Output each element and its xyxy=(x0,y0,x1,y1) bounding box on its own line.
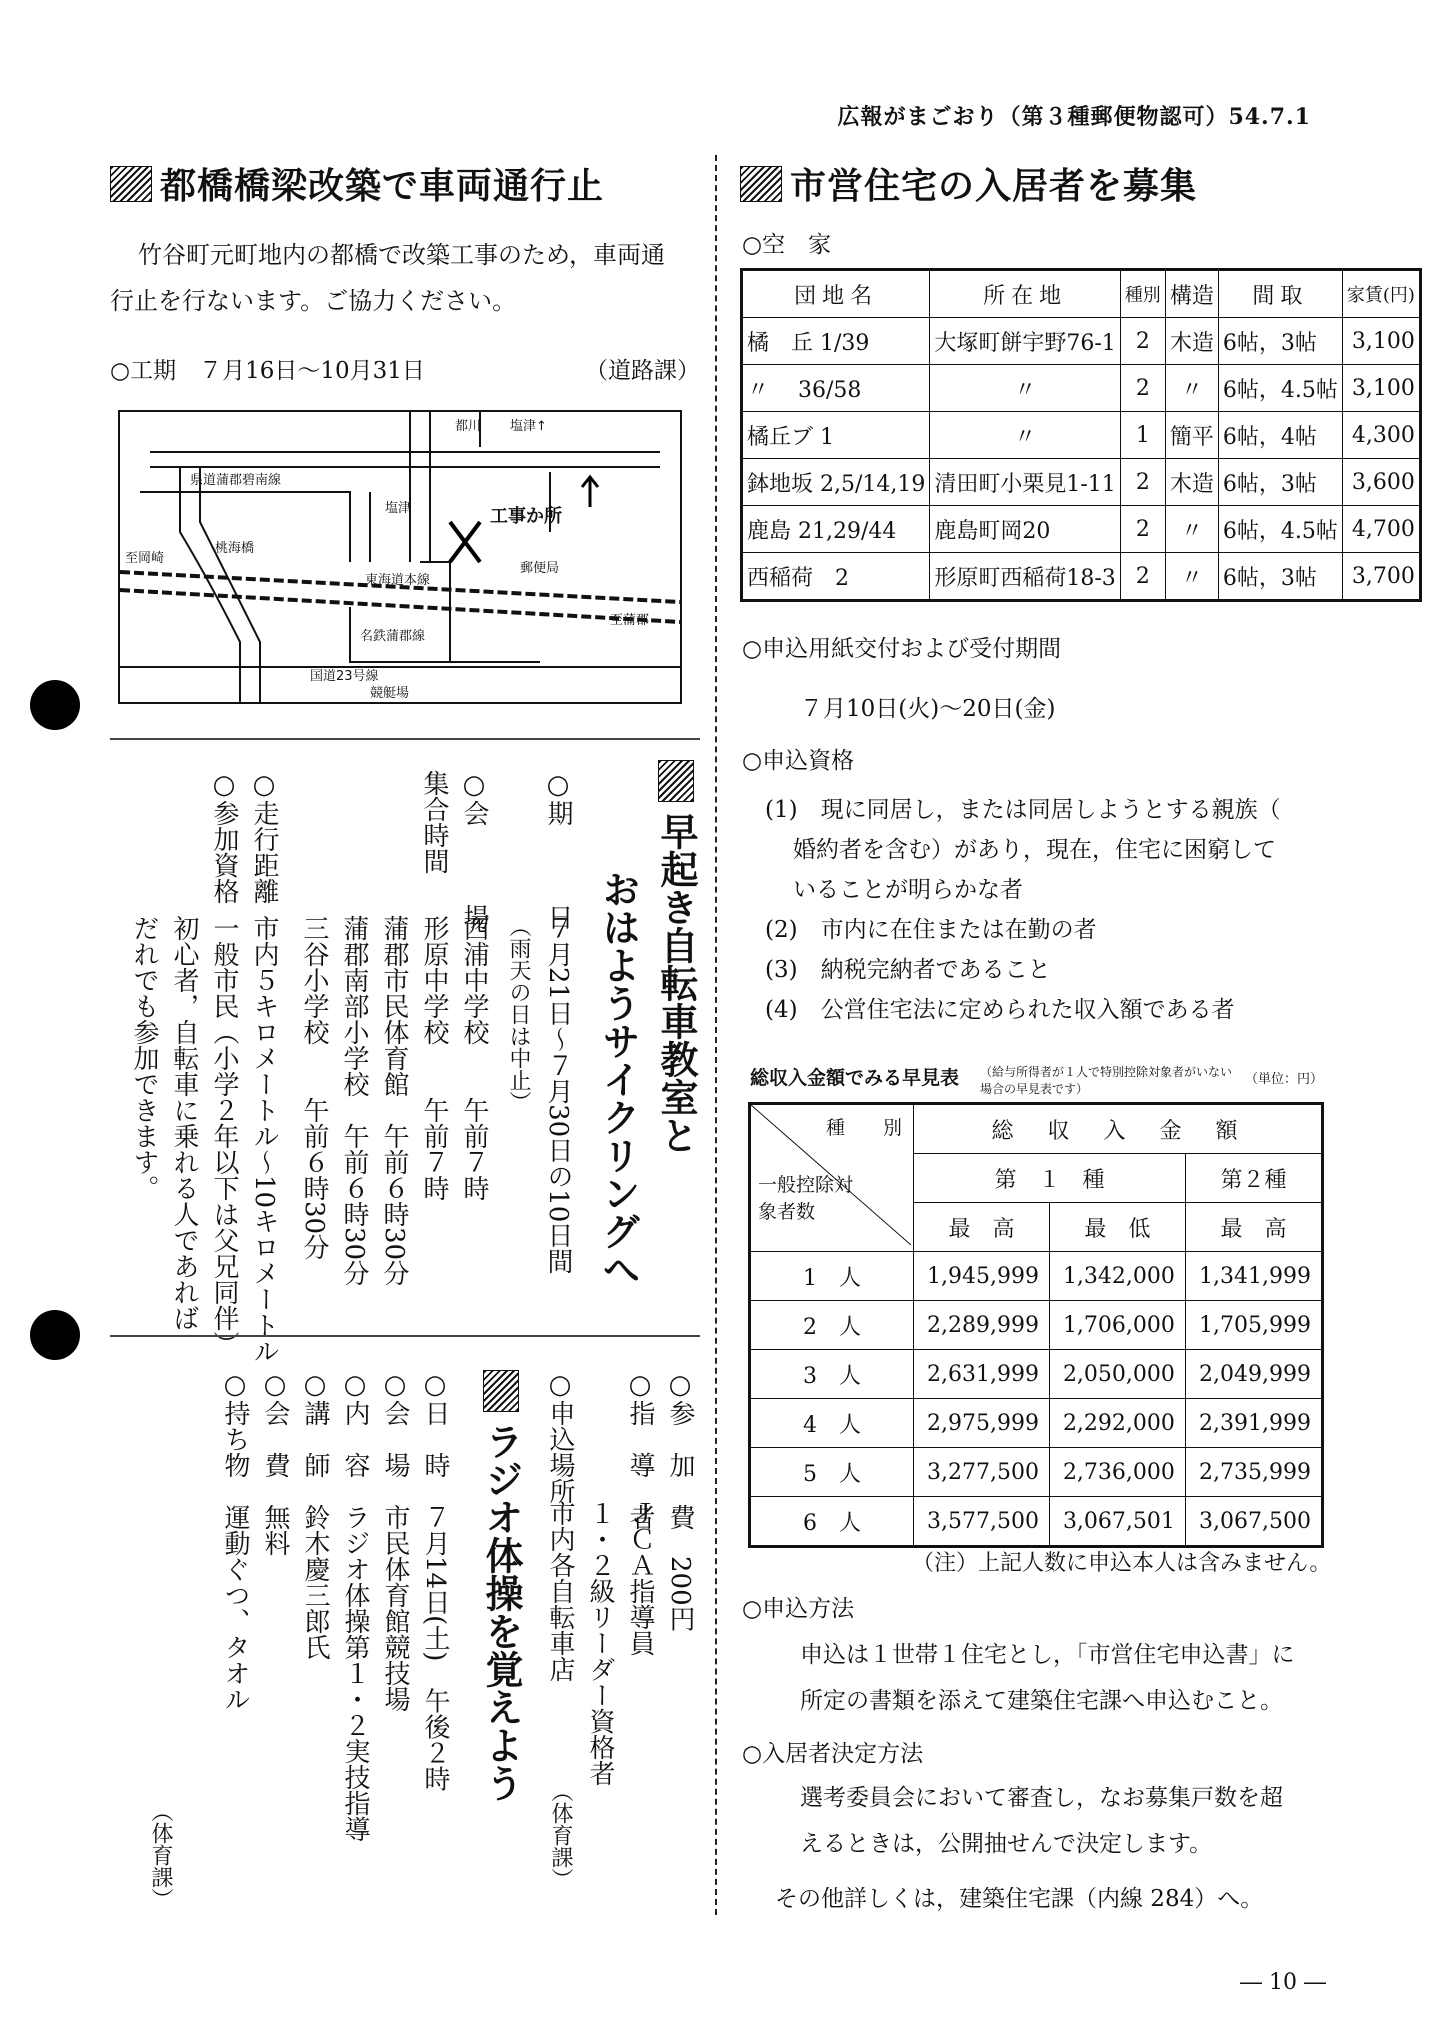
cycling-venue: 蒲郡南部小学校 午前６時30分 xyxy=(339,915,369,1287)
table-row xyxy=(750,1497,1323,1547)
cycling-dept: （体育課） xyxy=(548,1780,573,1890)
radio-title xyxy=(477,1370,525,1802)
income-header-total: 総 収 入 金 額 xyxy=(914,1104,1323,1154)
cell: 〃 xyxy=(930,365,1120,412)
housing-table xyxy=(740,268,1422,602)
map-label: 競艇場 xyxy=(370,686,410,701)
cell: 3,700 xyxy=(1342,553,1420,601)
cycling-distance: 市内５キロメートル〜10キロメートル xyxy=(249,915,279,1365)
cycling-qual: だれでも参加できます。 xyxy=(129,915,159,1201)
cycling-venue: 形原中学校 午前７時 xyxy=(419,915,449,1201)
qual-list xyxy=(765,790,1325,1030)
cell: 3,577,500 xyxy=(914,1497,1050,1547)
table-row xyxy=(742,553,1421,601)
cycling-section xyxy=(100,760,700,1365)
cell: 2 xyxy=(1120,365,1165,412)
bridge-title: 都橋橋梁改築で車両通行止 xyxy=(160,166,605,207)
col-header: 構造 xyxy=(1165,270,1218,318)
cell: 2,391,999 xyxy=(1185,1399,1322,1448)
income-table xyxy=(748,1102,1324,1548)
map-drawing xyxy=(120,412,680,702)
income-table-title: 総収入金額でみる早見表 xyxy=(750,1067,960,1089)
table-row xyxy=(750,1448,1323,1497)
decide-text xyxy=(800,1775,1283,1867)
cycling-distance-label: ○走行距離 xyxy=(249,770,279,904)
radio-time: ○日 時 ７月14日(土) 午後２時 xyxy=(420,1370,450,1792)
cycling-venue: 蒲郡市民体育館 午前６時30分 xyxy=(379,915,409,1287)
income-header-max: 最 高 xyxy=(1185,1203,1322,1252)
table-row xyxy=(742,506,1421,553)
section-divider xyxy=(110,1335,700,1337)
cell: 6帖，3帖 xyxy=(1218,318,1342,365)
decide-line: えるときは，公開抽せんで決定します。 xyxy=(800,1831,1213,1857)
cell: 2 人 xyxy=(750,1301,914,1350)
cell: 〃 xyxy=(930,412,1120,459)
cell: 鹿島 21,29/44 xyxy=(742,506,930,553)
income-header-min: 最 低 xyxy=(1049,1203,1185,1252)
cell: 橘丘ブ 1 xyxy=(742,412,930,459)
cell: 3,067,500 xyxy=(1185,1497,1322,1547)
income-footnote: （注）上記人数に申込本人は含みません。 xyxy=(912,1551,1332,1576)
table-row xyxy=(750,1252,1323,1301)
cycling-title-line: 早起き自転車教室と xyxy=(654,812,698,1154)
cell: 2 xyxy=(1120,506,1165,553)
cell: 〃 36/58 xyxy=(742,365,930,412)
cycling-place: 市内各自転車店 xyxy=(545,1500,575,1682)
apply-period-label: ○申込用紙交付および受付期間 xyxy=(742,636,1062,662)
radio-items: ○持ち物 運動ぐつ、タオル xyxy=(220,1370,250,1712)
page-header: 広報がまごおり（第３種郵便物認可）54.7.1 xyxy=(837,104,1311,130)
table-row xyxy=(750,1350,1323,1399)
table-row xyxy=(750,1301,1323,1350)
cell: 3 人 xyxy=(750,1350,914,1399)
map-label: 至岡崎 xyxy=(125,551,165,566)
diagonal-line xyxy=(751,1105,911,1245)
cell: 清田町小栗見1-11 xyxy=(930,459,1120,506)
qual-item: 婚約者を含む）があり，現在，住宅に困窮して xyxy=(793,837,1276,863)
cycling-title xyxy=(652,760,700,1154)
north-arrow-icon xyxy=(582,477,598,507)
cell: 3,277,500 xyxy=(914,1448,1050,1497)
map-label: 都川 xyxy=(455,419,482,434)
cell: 2,631,999 xyxy=(914,1350,1050,1399)
cell: 5 人 xyxy=(750,1448,914,1497)
cell: 木造 xyxy=(1165,318,1218,365)
map-label: 塩津↑ xyxy=(510,419,547,434)
cell: 6 人 xyxy=(750,1497,914,1547)
cell: 〃 xyxy=(1165,365,1218,412)
income-header-kind: 種 別 xyxy=(825,1116,902,1139)
cycling-place-label: ○申込場所 xyxy=(545,1370,575,1504)
table-row xyxy=(742,365,1421,412)
col-header: 団地名 xyxy=(742,270,930,318)
cycling-qual: 一般市民（小学２年以下は父兄同伴） xyxy=(209,915,239,1357)
map-label: 至蒲郡 xyxy=(610,613,650,628)
section-divider xyxy=(110,738,700,740)
income-header-max: 最 高 xyxy=(914,1203,1050,1252)
qual-item: (3) 納税完納者であること xyxy=(765,957,1051,983)
map-rail xyxy=(120,590,680,622)
income-table-note: （給与所得者が１人で特別控除対象者がいない場合の早見表です） xyxy=(980,1065,1233,1096)
map-label: 名鉄蒲郡線 xyxy=(360,629,426,644)
method-label: ○申込方法 xyxy=(742,1596,855,1622)
income-header-k1: 第 １ 種 xyxy=(914,1154,1186,1203)
income-header-row xyxy=(750,1104,1323,1154)
map-label: 国道23号線 xyxy=(310,669,379,684)
col-header: 種別 xyxy=(1120,270,1165,318)
cell: 鉢地坂 2,5/14,19 xyxy=(742,459,930,506)
radio-fee: ○会 費 無料 xyxy=(260,1370,290,1556)
cycling-date-value: ７月21日〜７月30日の10日間 xyxy=(543,915,573,1275)
cell: 西稲荷 2 xyxy=(742,553,930,601)
cycling-time-label: 集合時間 xyxy=(419,770,449,874)
cell: 3,600 xyxy=(1342,459,1420,506)
radio-venue: ○会 場 市民体育館競技場 xyxy=(380,1370,410,1712)
radio-content: ○内 容 ラジオ体操第１・２実技指導 xyxy=(340,1370,370,1842)
qual-item: (1) 現に同居し，または同居しようとする親族（ xyxy=(765,797,1281,823)
bridge-dept: （道路課） xyxy=(585,358,700,384)
cell: 3,067,501 xyxy=(1049,1497,1185,1547)
cell: 2 xyxy=(1120,318,1165,365)
cell: 2,975,999 xyxy=(914,1399,1050,1448)
cell: 4,700 xyxy=(1342,506,1420,553)
cell: 4,300 xyxy=(1342,412,1420,459)
cycling-venue-label: ○会 場 xyxy=(459,770,489,930)
cell: 形原町西稲荷18-3 xyxy=(930,553,1120,601)
decide-line: 選考委員会において審査し，なお募集戸数を超 xyxy=(800,1785,1283,1811)
table-row xyxy=(742,412,1421,459)
housing-title: 市営住宅の入居者を募集 xyxy=(790,166,1198,207)
cell: 4 人 xyxy=(750,1399,914,1448)
bridge-period: ○工期 ７月16日〜10月31日 xyxy=(110,358,425,384)
col-header: 所在地 xyxy=(930,270,1120,318)
binding-hole xyxy=(30,680,80,730)
cell: 3,100 xyxy=(1342,365,1420,412)
qual-item: いることが明らかな者 xyxy=(793,877,1023,903)
method-line: 所定の書類を添えて建築住宅課へ申込むこと。 xyxy=(800,1688,1283,1714)
cell: 6帖，3帖 xyxy=(1218,459,1342,506)
income-table-unit: （単位：円） xyxy=(1245,1072,1324,1087)
income-header-deduct: 一般控除対象者数 xyxy=(758,1173,854,1223)
method-text xyxy=(800,1632,1295,1724)
cell: 6帖，4.5帖 xyxy=(1218,365,1342,412)
cell: 橘 丘 1/39 xyxy=(742,318,930,365)
site-x-mark xyxy=(450,522,480,562)
cell: 1,705,999 xyxy=(1185,1301,1322,1350)
map-label: 桃海橋 xyxy=(215,541,255,556)
cell: 3,100 xyxy=(1342,318,1420,365)
qual-item: (2) 市内に在住または在勤の者 xyxy=(765,917,1097,943)
page-number: ― 10 ― xyxy=(1240,1970,1326,1995)
radio-title-text: ラジオ体操を覚えよう xyxy=(479,1422,523,1802)
radio-lecturer: ○講 師 鈴木慶三郎氏 xyxy=(300,1370,330,1660)
col-header: 家賃(円) xyxy=(1342,270,1420,318)
cell: 2 xyxy=(1120,459,1165,506)
cell: 鹿島町岡20 xyxy=(930,506,1120,553)
method-line: 申込は１世帯１住宅とし，「市営住宅申込書」に xyxy=(800,1642,1295,1668)
cycling-leader: １・２級リーダー資格者 xyxy=(585,1500,615,1786)
cell: 2,735,999 xyxy=(1185,1448,1322,1497)
cell: 簡平 xyxy=(1165,412,1218,459)
housing-title-block xyxy=(740,158,1197,209)
apply-period: ７月10日(火)〜20日(金) xyxy=(800,696,1056,722)
contact-line: その他詳しくは，建築住宅課（内線 284）へ。 xyxy=(775,1886,1264,1912)
cell: 2,049,999 xyxy=(1185,1350,1322,1399)
cycling-qual: 初心者，自転車に乗れる人であれば xyxy=(169,915,199,1331)
table-row xyxy=(742,318,1421,365)
cycling-venue: 西浦中学校 午前７時 xyxy=(459,915,489,1201)
cell: 6帖，4.5帖 xyxy=(1218,506,1342,553)
cycling-leader: ＪＣＡ指導員 xyxy=(625,1500,655,1656)
cycling-date-label: ○期 日 xyxy=(543,770,573,930)
income-header-k2: 第２種 xyxy=(1185,1154,1322,1203)
map-label: 東海道本線 xyxy=(365,573,431,588)
cell: 1,945,999 xyxy=(914,1252,1050,1301)
bridge-title-block xyxy=(110,158,604,209)
table-row xyxy=(750,1399,1323,1448)
bridge-body-line: 行止を行ないます。ご協力ください。 xyxy=(110,287,517,315)
cell: 2 xyxy=(1120,553,1165,601)
map-label: 工事か所 xyxy=(490,506,562,527)
hatch-mark-icon xyxy=(658,760,694,802)
col-header: 間取 xyxy=(1218,270,1342,318)
cell: 6帖，4帖 xyxy=(1218,412,1342,459)
table-row xyxy=(742,459,1421,506)
radio-dept: （体育課） xyxy=(148,1800,173,1910)
map-label: 県道蒲郡碧南線 xyxy=(190,473,282,488)
cell: 〃 xyxy=(1165,553,1218,601)
cell: 2,050,000 xyxy=(1049,1350,1185,1399)
cell: 1,341,999 xyxy=(1185,1252,1322,1301)
column-divider xyxy=(715,155,717,1915)
qual-label: ○申込資格 xyxy=(742,748,855,774)
cycling-date-note: （雨天の日は中止） xyxy=(506,915,531,1113)
cell: 2,289,999 xyxy=(914,1301,1050,1350)
cycling-leader-label: ○指 導 者 xyxy=(625,1370,655,1530)
cycling-fee: ○参 加 費 200円 xyxy=(665,1370,695,1632)
cell: 木造 xyxy=(1165,459,1218,506)
cell: 1 xyxy=(1120,412,1165,459)
cell: 1,342,000 xyxy=(1049,1252,1185,1301)
cell: 2,292,000 xyxy=(1049,1399,1185,1448)
bridge-body xyxy=(110,232,710,324)
map-label: 塩津 xyxy=(385,501,412,516)
cycling-qual-label: ○参加資格 xyxy=(209,770,239,904)
hatch-mark-icon xyxy=(110,166,152,202)
cycling-title-line: おはようサイクリングへ xyxy=(596,870,640,1288)
construction-map xyxy=(118,410,682,704)
cell: 1,706,000 xyxy=(1049,1301,1185,1350)
cell: 大塚町餅宇野76-1 xyxy=(930,318,1120,365)
lower-vertical-section xyxy=(100,1360,700,1920)
cell: 〃 xyxy=(1165,506,1218,553)
income-header-corner xyxy=(750,1104,914,1252)
map-label: 郵便局 xyxy=(520,561,560,576)
housing-table-header xyxy=(742,270,1421,318)
cell: 1 人 xyxy=(750,1252,914,1301)
cell: 6帖，3帖 xyxy=(1218,553,1342,601)
bridge-body-line: 竹谷町元町地内の都橋で改築工事のため，車両通 xyxy=(138,241,666,269)
cycling-venue: 三谷小学校 午前６時30分 xyxy=(299,915,329,1261)
qual-item: (4) 公営住宅法に定められた収入額である者 xyxy=(765,997,1235,1023)
binding-hole xyxy=(30,1310,80,1360)
cell: 2,736,000 xyxy=(1049,1448,1185,1497)
hatch-mark-icon xyxy=(483,1370,519,1412)
housing-vacant-label: ○空 家 xyxy=(742,232,832,258)
decide-label: ○入居者決定方法 xyxy=(742,1741,924,1767)
hatch-mark-icon xyxy=(740,166,782,202)
